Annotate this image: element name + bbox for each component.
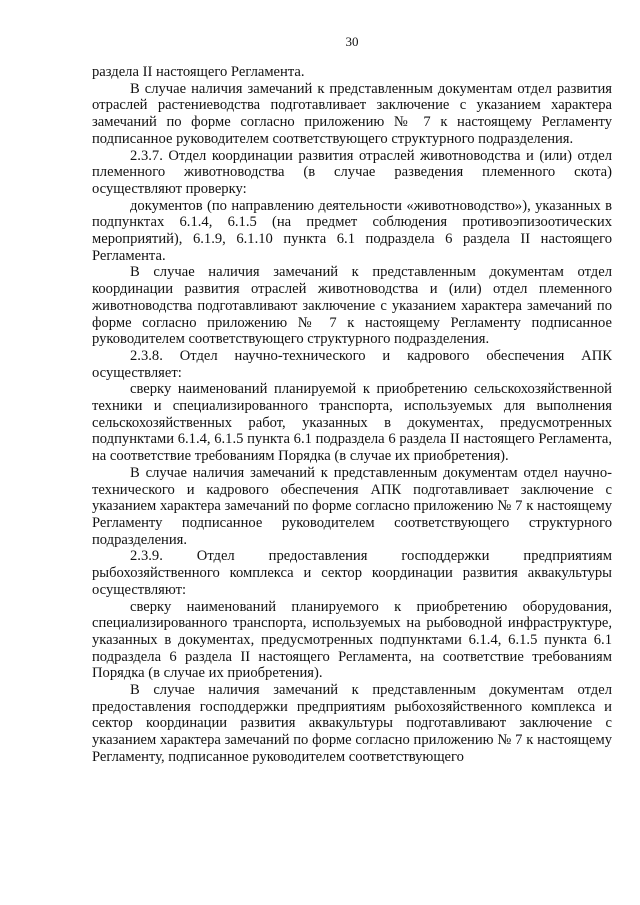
paragraph-2-3-9: 2.3.9. Отдел предоставления господдержки предприятиям рыбохозяйственного комплекса и сектор координации развития аквакультуры осуществляют:	[92, 548, 612, 598]
paragraph-continuation: раздела II настоящего Регламента.	[92, 64, 305, 80]
paragraph-2-3-8: 2.3.8. Отдел научно-технического и кадрового обеспечения АПК осуществляет:	[92, 347, 612, 381]
paragraph-2-3-9-verification: сверку наименований планируемого к приобретению оборудования, специализированного транспорта, используемых на рыбоводной инфраструктуре, указанных в документах, предусмотренных подпунктами 6.1.4, 6.1.5 пункта 6.1 подраздела 6 раздела II настоящего Регламента, на соответствие требованиям Порядка (в случае их приобретения).	[92, 598, 612, 682]
paragraph-remarks-apk-dept: В случае наличия замечаний к представленным документам отдел научно-технического и кадрового обеспечения АПК подготавливает заключение с указанием характера замечаний по форме согласно приложению № 7 к настоящему Регламенту подписанное руководителем соответствующего структурного подразделения.	[92, 464, 612, 548]
paragraph-remarks-crop-dept: В случае наличия замечаний к представленным документам отдел развития отраслей растениеводства подготавливает заключение с указанием характера замечаний по форме согласно приложению № 7 к настоящему Регламенту подписанное руководителем соответствующего структурного подразделения.	[92, 80, 612, 147]
paragraph-2-3-7-documents: документов (по направлению деятельности «животноводство»), указанных в подпунктах 6.1.4, 6.1.5 (на предмет соблюдения противоэпизоотических мероприятий), 6.1.9, 6.1.10 пункта 6.1 подраздела 6 раздела II настоящего Регламента.	[92, 197, 612, 264]
paragraph-2-3-8-verification: сверку наименований планируемой к приобретению сельскохозяйственной техники и специализированного транспорта, используемых для выполнения сельскохозяйственных работ, указанных в документах, предусмотренных подпунктами 6.1.4, 6.1.5 пункта 6.1 подраздела 6 раздела II настоящего Регламента, на соответствие требованиям Порядка (в случае их приобретения).	[92, 381, 612, 465]
page-number: 30	[345, 34, 359, 49]
document-body	[92, 64, 612, 766]
paragraph-2-3-7: 2.3.7. Отдел координации развития отраслей животноводства и (или) отдел племенного животноводства (в случае разведения племенного скота) осуществляют проверку:	[92, 147, 612, 197]
paragraph-remarks-fishery-dept: В случае наличия замечаний к представленным документам отдел предоставления господдержки предприятиям рыбохозяйственного комплекса и сектор координации развития аквакультуры подготавливают заключение с указанием характера замечаний по форме согласно приложению № 7 к настоящему Регламенту, подписанное руководителем соответствующего	[92, 682, 612, 765]
paragraph-remarks-livestock-dept: В случае наличия замечаний к представленным документам отдел координации развития отраслей животноводства и (или) отдел племенного животноводства подготавливают заключение с указанием характера замечаний по форме согласно приложению № 7 к настоящему Регламенту подписанное руководителем соответствующего структурного подразделения.	[92, 264, 612, 348]
